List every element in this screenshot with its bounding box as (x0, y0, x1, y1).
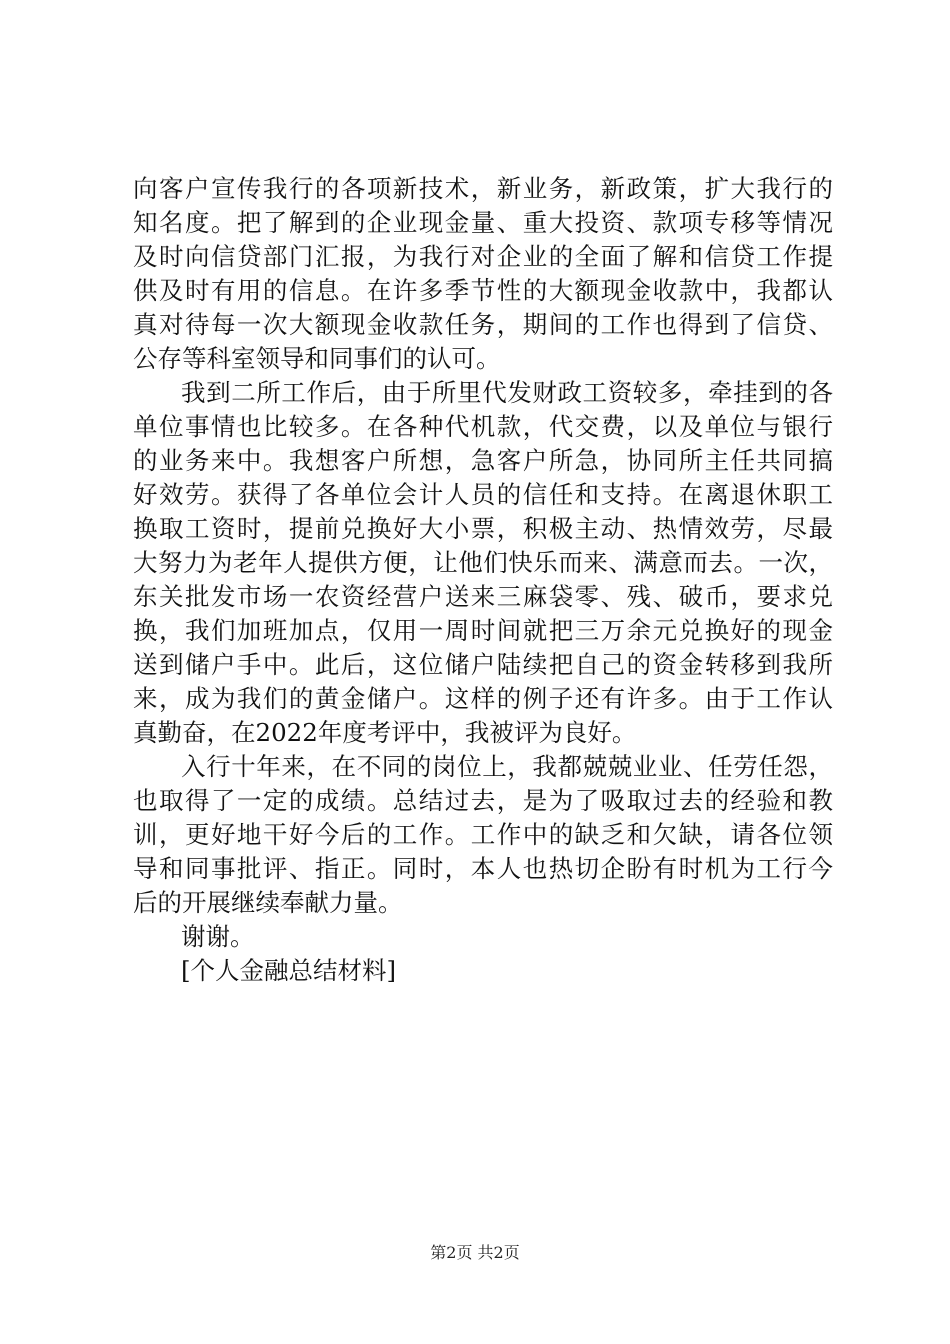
text-line: 公存等科室领导和同事们的认可。 (133, 344, 501, 373)
text-line: 训，更好地干好今后的工作。工作中的缺乏和欠缺，请各位领 (133, 820, 833, 849)
text-line: 也取得了一定的成绩。总结过去，是为了吸取过去的经验和教 (133, 786, 833, 815)
text-line: 东关批发市场一农资经营户送来三麻袋零、残、破币，要求兑 (133, 582, 833, 611)
text-line: 我到二所工作后，由于所里代发财政工资较多，牵挂到的各 (181, 378, 833, 407)
text-line: 向客户宣传我行的各项新技术，新业务，新政策，扩大我行的 (133, 174, 833, 203)
document-tag: [个人金融总结材料] (181, 956, 397, 985)
page-number-footer: 第2页 共2页 (430, 1243, 520, 1262)
text-line: 真对待每一次大额现金收款任务，期间的工作也得到了信贷、 (133, 310, 833, 339)
text-line: 及时向信贷部门汇报，为我行对企业的全面了解和信贷工作提 (133, 242, 833, 271)
text-line: 的业务来中。我想客户所想，急客户所急，协同所主任共同搞 (133, 446, 833, 475)
text-line: 供及时有用的信息。在许多季节性的大额现金收款中，我都认 (133, 276, 833, 305)
text-line: 送到储户手中。此后，这位储户陆续把自己的资金转移到我所 (133, 650, 833, 679)
closing-thanks: 谢谢。 (181, 922, 255, 951)
text-line: 换，我们加班加点，仅用一周时间就把三万余元兑换好的现金 (133, 616, 833, 645)
text-line: 大努力为老年人提供方便，让他们快乐而来、满意而去。一次， (133, 548, 833, 577)
text-line: 单位事情也比较多。在各种代机款，代交费，以及单位与银行 (133, 412, 833, 441)
text-line: 好效劳。获得了各单位会计人员的信任和支持。在离退休职工 (133, 480, 833, 509)
text-line: 入行十年来，在不同的岗位上，我都兢兢业业、任劳任怨， (181, 752, 833, 781)
text-line: 换取工资时，提前兑换好大小票，积极主动、热情效劳，尽最 (133, 514, 833, 543)
text-line: 导和同事批评、指正。同时，本人也热切企盼有时机为工行今 (133, 854, 833, 883)
text-line: 来，成为我们的黄金储户。这样的例子还有许多。由于工作认 (133, 684, 833, 713)
document-body (133, 172, 833, 988)
text-line: 知名度。把了解到的企业现金量、重大投资、款项专移等情况 (133, 208, 833, 237)
text-line: 真勤奋，在2022年度考评中，我被评为良好。 (133, 718, 637, 747)
text-line: 后的开展继续奉献力量。 (133, 888, 403, 917)
